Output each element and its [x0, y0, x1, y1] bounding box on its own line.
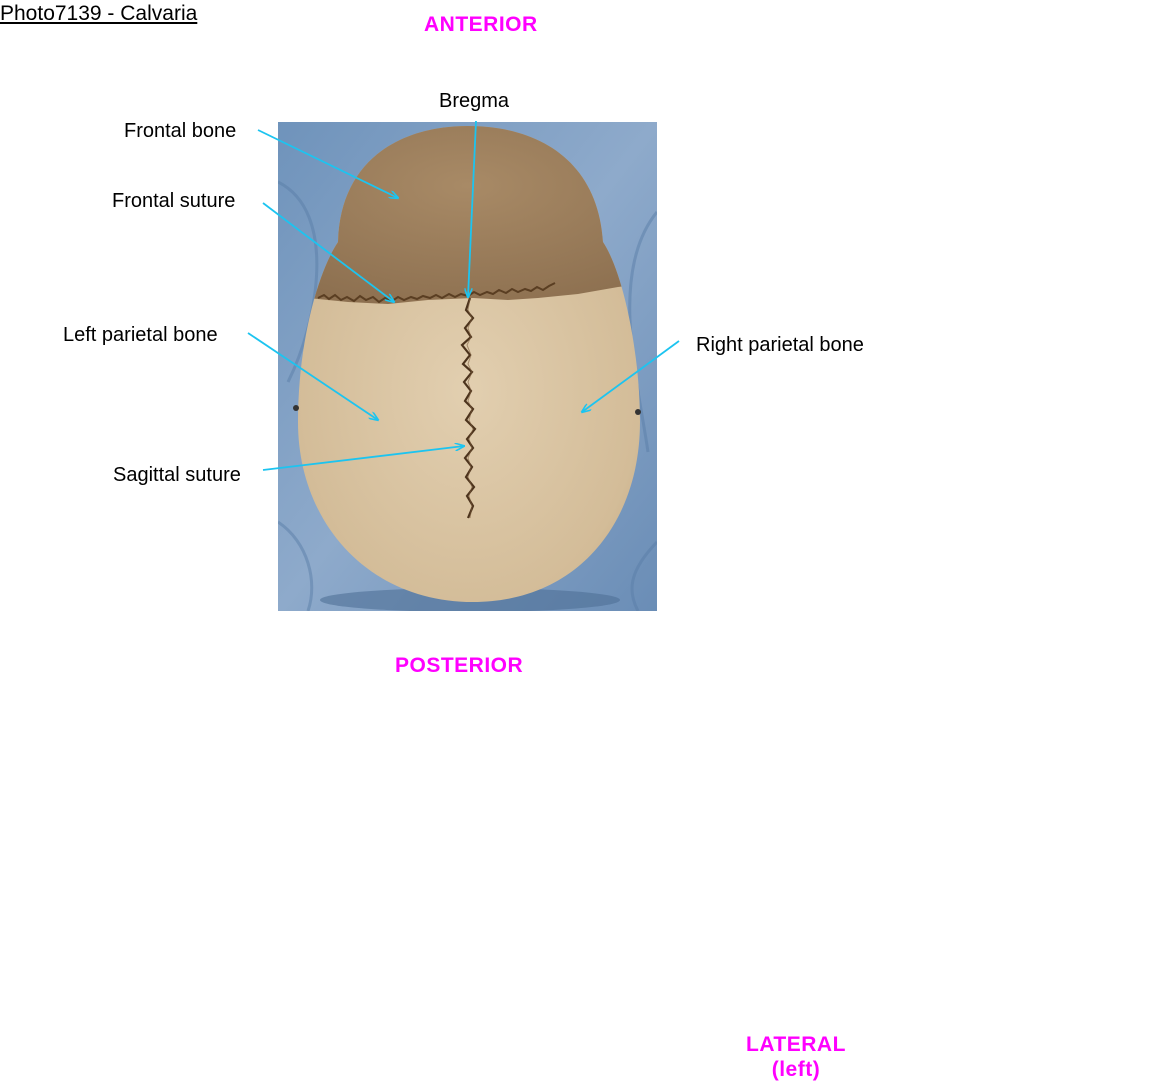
orientation-lateral-line2: (left) — [771, 1058, 821, 1081]
figure-title: Photo7139 - Calvaria — [0, 2, 198, 25]
label-bregma: Bregma — [439, 90, 510, 112]
label-right-parietal-bone: Right parietal bone — [696, 334, 864, 356]
orientation-lateral-line1: LATERAL — [746, 1033, 846, 1056]
label-frontal-suture: Frontal suture — [112, 190, 236, 212]
orientation-anterior: ANTERIOR — [424, 13, 538, 36]
label-frontal-bone: Frontal bone — [124, 120, 237, 142]
label-left-parietal-bone: Left parietal bone — [63, 324, 218, 346]
calvaria-photo — [278, 122, 657, 611]
orientation-lateral — [746, 1032, 846, 1082]
label-sagittal-suture: Sagittal suture — [113, 464, 241, 486]
orientation-posterior: POSTERIOR — [395, 654, 524, 677]
